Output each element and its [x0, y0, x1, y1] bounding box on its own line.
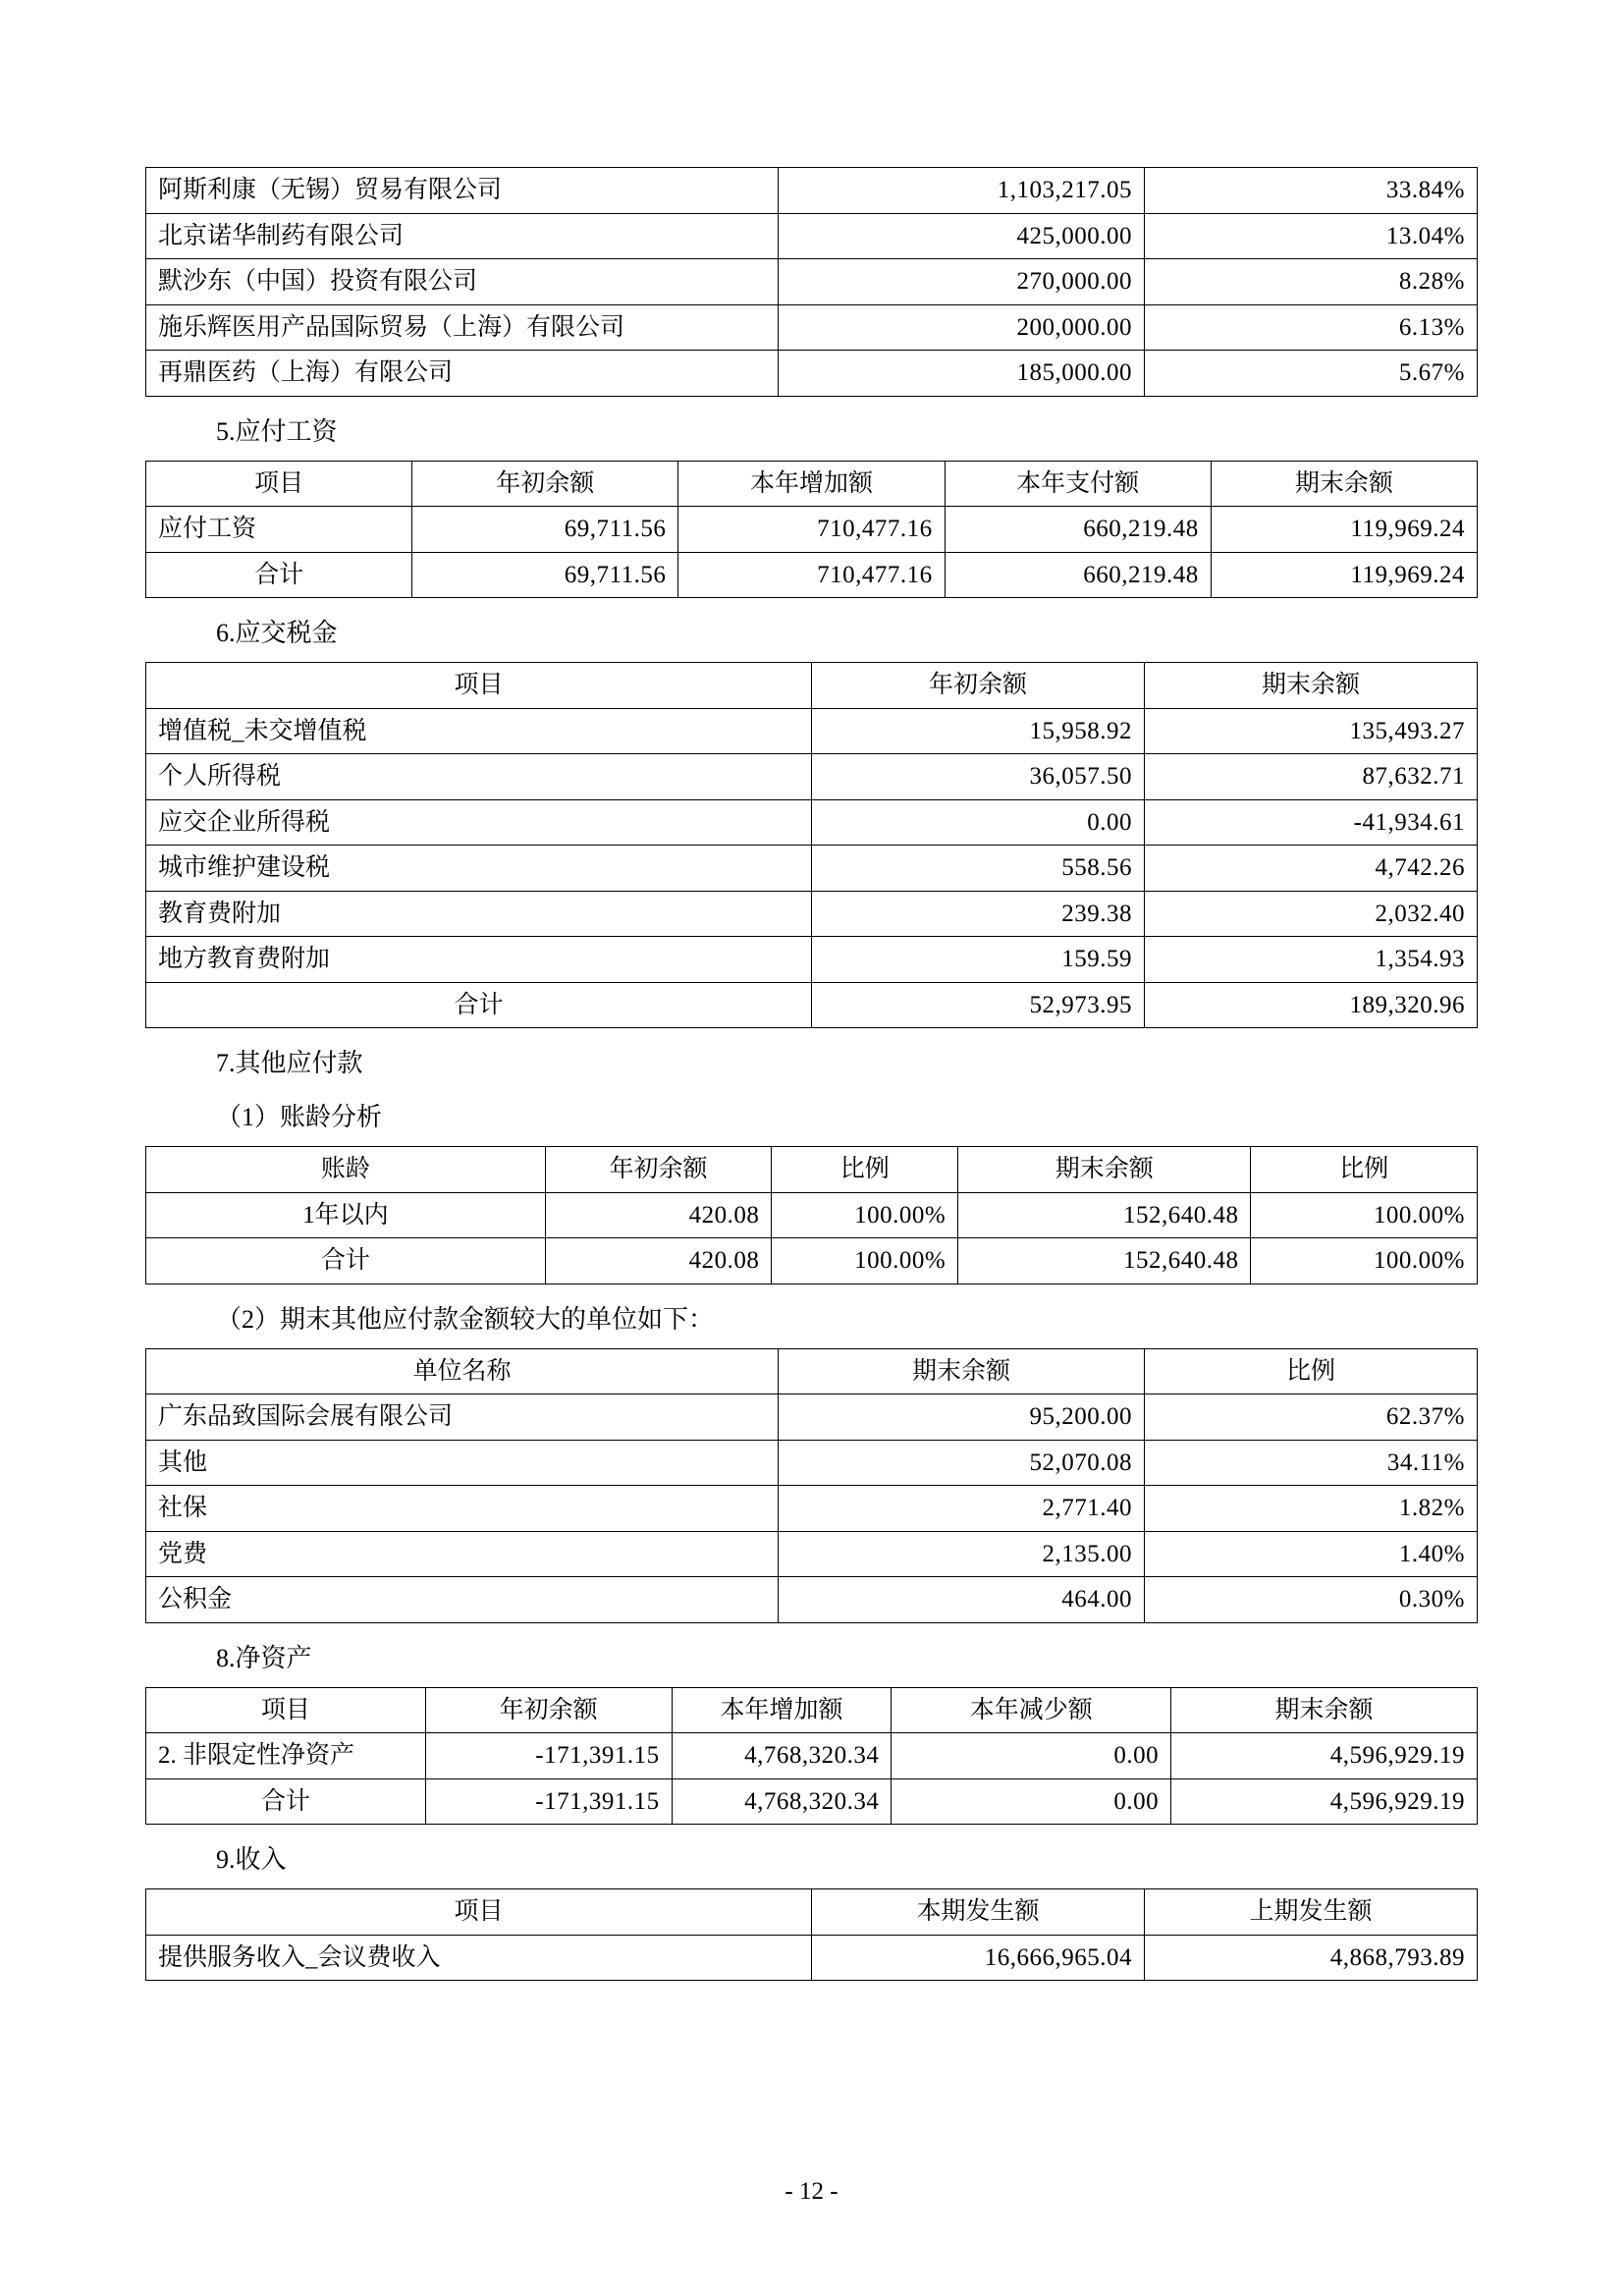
- row-begin: 69,711.56: [412, 552, 678, 598]
- section-5-title: 5.应付工资: [216, 416, 338, 446]
- row-unit-name: 党费: [146, 1531, 779, 1577]
- table-row: [146, 168, 1478, 214]
- row-begin: 420.08: [545, 1192, 772, 1238]
- row-end-pct: 100.00%: [1251, 1238, 1478, 1285]
- row-begin: 420.08: [545, 1238, 772, 1285]
- row-end: 119,969.24: [1211, 552, 1477, 598]
- table-header-row: [146, 1687, 1478, 1733]
- row-item: 合计: [146, 1778, 426, 1825]
- table-header-row: [146, 1889, 1478, 1936]
- company-name: 阿斯利康（无锡）贸易有限公司: [146, 168, 779, 214]
- row-end: 95,200.00: [779, 1394, 1145, 1441]
- row-pct: 0.30%: [1144, 1577, 1477, 1623]
- row-pct: 34.11%: [1144, 1440, 1477, 1486]
- company-pct: 8.28%: [1144, 259, 1477, 305]
- company-name: 默沙东（中国）投资有限公司: [146, 259, 779, 305]
- col-header-unit-name: 单位名称: [146, 1348, 779, 1394]
- row-end-pct: 100.00%: [1251, 1192, 1478, 1238]
- row-end: 464.00: [779, 1577, 1145, 1623]
- row-item: 合计: [146, 552, 412, 598]
- table-header-row: [146, 1348, 1478, 1394]
- col-header-begin: 年初余额: [545, 1147, 772, 1193]
- section-7-sub1-title: （1）账龄分析: [216, 1103, 383, 1131]
- row-item: 应交企业所得税: [146, 799, 812, 846]
- row-item: 地方教育费附加: [146, 937, 812, 983]
- col-header-current: 本期发生额: [812, 1889, 1145, 1936]
- col-header-increase: 本年增加额: [678, 461, 945, 507]
- col-header-end: 期末余额: [779, 1348, 1145, 1394]
- col-header-pct: 比例: [1144, 1348, 1477, 1394]
- company-name: 再鼎医药（上海）有限公司: [146, 351, 779, 397]
- col-header-begin: 年初余额: [425, 1687, 672, 1733]
- top-customer-table-wrapper: [145, 167, 1478, 397]
- section-8-table-wrapper: [145, 1687, 1478, 1826]
- table-row: [146, 1733, 1478, 1779]
- row-begin: 0.00: [812, 799, 1145, 846]
- company-pct: 33.84%: [1144, 168, 1477, 214]
- row-decrease: 0.00: [892, 1733, 1171, 1779]
- company-pct: 13.04%: [1144, 213, 1477, 259]
- col-header-age: 账龄: [146, 1147, 546, 1193]
- row-begin: 69,711.56: [412, 507, 678, 553]
- row-begin: 159.59: [812, 937, 1145, 983]
- net-assets-table: [145, 1687, 1478, 1826]
- col-header-end: 期末余额: [1145, 663, 1478, 709]
- table-row: [146, 1394, 1478, 1441]
- row-pct: 1.82%: [1144, 1486, 1477, 1532]
- row-end: 119,969.24: [1211, 507, 1477, 553]
- row-end: -41,934.61: [1145, 799, 1478, 846]
- section-9-table-wrapper: [145, 1888, 1478, 1981]
- row-item: 个人所得税: [146, 754, 812, 800]
- row-item: 应付工资: [146, 507, 412, 553]
- row-unit-name: 其他: [146, 1440, 779, 1486]
- col-header-increase: 本年增加额: [672, 1687, 892, 1733]
- row-end: 4,742.26: [1145, 846, 1478, 892]
- row-end: 152,640.48: [958, 1238, 1251, 1285]
- tax-payable-table: [145, 662, 1478, 1028]
- company-pct: 6.13%: [1144, 304, 1477, 351]
- row-increase: 710,477.16: [678, 507, 945, 553]
- row-begin: -171,391.15: [425, 1733, 672, 1779]
- row-end: 52,070.08: [779, 1440, 1145, 1486]
- row-end: 135,493.27: [1145, 708, 1478, 754]
- col-header-end: 期末余额: [1171, 1687, 1478, 1733]
- row-end: 4,596,929.19: [1171, 1733, 1478, 1779]
- table-row: [146, 1531, 1478, 1577]
- row-begin: 239.38: [812, 891, 1145, 937]
- col-header-item: 项目: [146, 1687, 426, 1733]
- col-header-end: 期末余额: [958, 1147, 1251, 1193]
- table-header-row: [146, 663, 1478, 709]
- row-age: 1年以内: [146, 1192, 546, 1238]
- row-end: 2,771.40: [779, 1486, 1145, 1532]
- col-header-begin-pct: 比例: [772, 1147, 958, 1193]
- section-9-title: 9.收入: [216, 1845, 287, 1874]
- row-begin: -171,391.15: [425, 1778, 672, 1825]
- table-row: [146, 213, 1478, 259]
- company-amount: 1,103,217.05: [779, 168, 1145, 214]
- row-item: 2. 非限定性净资产: [146, 1733, 426, 1779]
- col-header-begin: 年初余额: [812, 663, 1145, 709]
- table-row: [146, 891, 1478, 937]
- section-7-sub2-title: （2）期末其他应付款金额较大的单位如下：: [216, 1304, 715, 1334]
- table-row: [146, 799, 1478, 846]
- section-5-table-wrapper: [145, 461, 1478, 599]
- row-end: 2,135.00: [779, 1531, 1145, 1577]
- row-begin-pct: 100.00%: [772, 1192, 958, 1238]
- col-header-end: 期末余额: [1211, 461, 1477, 507]
- section-6-title: 6.应交税金: [216, 619, 338, 647]
- table-row: [146, 507, 1478, 553]
- col-header-end-pct: 比例: [1251, 1147, 1478, 1193]
- row-end: 4,596,929.19: [1171, 1778, 1478, 1825]
- other-payable-aging-table: [145, 1146, 1478, 1285]
- section-6-table-wrapper: [145, 662, 1478, 1028]
- row-unit-name: 广东品致国际会展有限公司: [146, 1394, 779, 1441]
- row-unit-name: 公积金: [146, 1577, 779, 1623]
- row-begin: 558.56: [812, 846, 1145, 892]
- table-row: [146, 1577, 1478, 1623]
- section-8-title: 8.净资产: [216, 1643, 312, 1672]
- company-name: 施乐辉医用产品国际贸易（上海）有限公司: [146, 304, 779, 351]
- row-pct: 62.37%: [1144, 1394, 1477, 1441]
- table-row: [146, 259, 1478, 305]
- table-row: [146, 1778, 1478, 1825]
- col-header-paid: 本年支付额: [945, 461, 1211, 507]
- row-end: 1,354.93: [1145, 937, 1478, 983]
- table-row: [146, 754, 1478, 800]
- row-increase: 4,768,320.34: [672, 1778, 892, 1825]
- table-row: [146, 1192, 1478, 1238]
- table-row: [146, 304, 1478, 351]
- row-unit-name: 社保: [146, 1486, 779, 1532]
- row-end: 2,032.40: [1145, 891, 1478, 937]
- section-7-title: 7.其他应付款: [216, 1049, 363, 1077]
- row-item: 教育费附加: [146, 891, 812, 937]
- row-begin: 52,973.95: [812, 982, 1145, 1028]
- row-begin: 15,958.92: [812, 708, 1145, 754]
- table-row: [146, 1486, 1478, 1532]
- row-decrease: 0.00: [892, 1778, 1171, 1825]
- table-row: [146, 1238, 1478, 1285]
- table-header-row: [146, 461, 1478, 507]
- row-previous: 4,868,793.89: [1145, 1935, 1478, 1981]
- col-header-item: 项目: [146, 1889, 812, 1936]
- table-row: [146, 552, 1478, 598]
- top-customer-table: [145, 167, 1478, 397]
- row-item: 提供服务收入_会议费收入: [146, 1935, 812, 1981]
- payable-salary-table: [145, 461, 1478, 599]
- col-header-begin: 年初余额: [412, 461, 678, 507]
- company-amount: 270,000.00: [779, 259, 1145, 305]
- company-amount: 200,000.00: [779, 304, 1145, 351]
- table-row: [146, 708, 1478, 754]
- row-item: 城市维护建设税: [146, 846, 812, 892]
- section-7-large-units-table-wrapper: [145, 1348, 1478, 1623]
- other-payable-units-table: [145, 1348, 1478, 1623]
- table-row: [146, 351, 1478, 397]
- col-header-item: 项目: [146, 663, 812, 709]
- row-paid: 660,219.48: [945, 507, 1211, 553]
- row-item: 合计: [146, 982, 812, 1028]
- page-number: - 12 -: [784, 2178, 839, 2205]
- row-paid: 660,219.48: [945, 552, 1211, 598]
- row-end: 152,640.48: [958, 1192, 1251, 1238]
- row-begin: 36,057.50: [812, 754, 1145, 800]
- table-row: [146, 1935, 1478, 1981]
- revenue-table: [145, 1888, 1478, 1981]
- row-pct: 1.40%: [1144, 1531, 1477, 1577]
- table-row: [146, 846, 1478, 892]
- row-item: 增值税_未交增值税: [146, 708, 812, 754]
- row-begin-pct: 100.00%: [772, 1238, 958, 1285]
- table-row: [146, 1440, 1478, 1486]
- company-pct: 5.67%: [1144, 351, 1477, 397]
- col-header-item: 项目: [146, 461, 412, 507]
- row-current: 16,666,965.04: [812, 1935, 1145, 1981]
- table-header-row: [146, 1147, 1478, 1193]
- company-name: 北京诺华制药有限公司: [146, 213, 779, 259]
- section-7-aging-table-wrapper: [145, 1146, 1478, 1285]
- table-row: [146, 937, 1478, 983]
- row-increase: 4,768,320.34: [672, 1733, 892, 1779]
- col-header-previous: 上期发生额: [1145, 1889, 1478, 1936]
- row-end: 87,632.71: [1145, 754, 1478, 800]
- company-amount: 425,000.00: [779, 213, 1145, 259]
- row-age: 合计: [146, 1238, 546, 1285]
- row-end: 189,320.96: [1145, 982, 1478, 1028]
- col-header-decrease: 本年减少额: [892, 1687, 1171, 1733]
- company-amount: 185,000.00: [779, 351, 1145, 397]
- table-row: [146, 982, 1478, 1028]
- row-increase: 710,477.16: [678, 552, 945, 598]
